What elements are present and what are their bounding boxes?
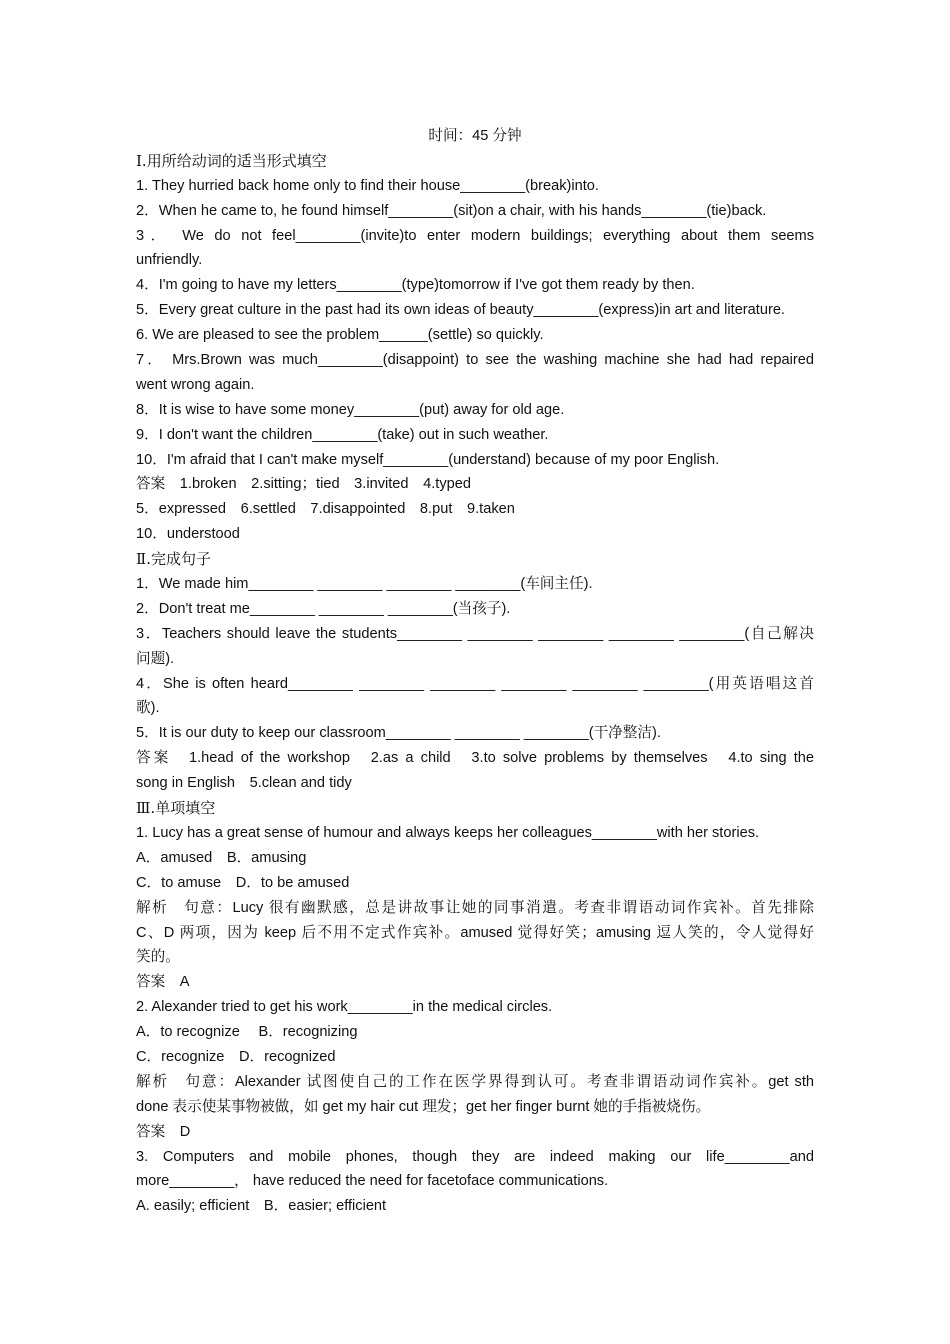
q2-4: 4．She is often heard________ ________ ________ ________ ________ ________(用英语唱这首 bbox=[136, 675, 814, 692]
q3-1-options-ab: A．amused B．amusing bbox=[136, 849, 307, 866]
q2-3-cont: 问题). bbox=[136, 650, 175, 667]
q1-8: 8．It is wise to have some money________(put) away for old age. bbox=[136, 401, 565, 418]
q3-1-analysis-end: 笑的。 bbox=[136, 949, 180, 966]
answer-2b: song in English 5.clean and tidy bbox=[136, 775, 352, 792]
q2-1: 1．We made him________ ________ ________ ________(车间主任). bbox=[136, 576, 593, 593]
q3-2-analysis: 解析 句意：Alexander 试图使自己的工作在医学界得到认可。考查非谓语动词作宾补。get sth bbox=[136, 1073, 814, 1090]
q2-3: 3．Teachers should leave the students________ ________ ________ ________ ________(自己解决 bbox=[136, 625, 814, 642]
q1-7: 7． Mrs.Brown was much________(disappoint) to see the washing machine she had had repaired bbox=[136, 352, 814, 369]
q3-1: 1. Lucy has a great sense of humour and always keeps her colleagues________with her stories. bbox=[136, 824, 760, 841]
q3-3-cont: more________， have reduced the need for facetoface communications. bbox=[136, 1173, 609, 1190]
answer-2a: 答案 1.head of the workshop 2.as a child 3.to solve problems by themselves 4.to sing the bbox=[136, 750, 814, 767]
q3-1-analysis-cont: C、D 两项，因为 keep 后不用不定式作宾补。amused 觉得好笑；amusing 逗人笑的，令人觉得好 bbox=[136, 924, 814, 941]
time-label: 时间：45 分钟 bbox=[428, 128, 522, 144]
section-2-heading: Ⅱ.完成句子 bbox=[136, 550, 211, 569]
answer-1c: 10．understood bbox=[136, 526, 240, 543]
q3-1-answer: 答案 A bbox=[136, 974, 190, 991]
q1-5: 5．Every great culture in the past had its own ideas of beauty________(express)in art and literature. bbox=[136, 302, 785, 319]
q3-3: 3. Computers and mobile phones, though they are indeed making our life________and bbox=[136, 1148, 814, 1165]
q3-2-analysis-cont: done 表示使某事物被做，如 get my hair cut 理发；get her finger burnt 她的手指被烧伤。 bbox=[136, 1098, 711, 1115]
q1-9: 9．I don't want the children________(take) out in such weather. bbox=[136, 426, 549, 443]
q3-2-options-cd: C．recognize D．recognized bbox=[136, 1048, 336, 1065]
q1-2: 2．When he came to, he found himself________(sit)on a chair, with his hands________(tie)back. bbox=[136, 202, 767, 219]
document-page bbox=[136, 124, 814, 1219]
answer-1a: 答案 1.broken 2.sitting；tied 3.invited 4.typed bbox=[136, 476, 472, 493]
q3-1-analysis: 解析 句意：Lucy 很有幽默感，总是讲故事让她的同事消遣。考查非谓语动词作宾补。首先排除 bbox=[136, 899, 814, 916]
section-1-heading: Ⅰ.用所给动词的适当形式填空 bbox=[136, 151, 327, 170]
q3-1-options-cd: C．to amuse D．to be amused bbox=[136, 874, 350, 891]
q1-7-cont: went wrong again. bbox=[136, 376, 255, 393]
q1-3: 3． We do not feel________(invite)to enter modern buildings; everything about them seems bbox=[136, 227, 814, 244]
q2-5: 5．It is our duty to keep our classroom________ ________ ________(干净整洁). bbox=[136, 725, 661, 742]
q1-10: 10．I'm afraid that I can't make myself________(understand) because of my poor English. bbox=[136, 451, 720, 468]
q1-1: 1. They hurried back home only to find their house________(break)into. bbox=[136, 177, 599, 194]
q3-2: 2. Alexander tried to get his work________in the medical circles. bbox=[136, 999, 553, 1016]
q2-4-cont: 歌). bbox=[136, 700, 160, 717]
section-3-heading: Ⅲ.单项填空 bbox=[136, 799, 216, 818]
q3-2-answer: 答案 D bbox=[136, 1123, 191, 1140]
q2-2: 2．Don't treat me________ ________ ________(当孩子). bbox=[136, 600, 511, 617]
q1-3-cont: unfriendly. bbox=[136, 252, 203, 269]
answer-1b: 5．expressed 6.settled 7.disappointed 8.put 9.taken bbox=[136, 501, 515, 518]
q3-2-options-ab: A．to recognize B．recognizing bbox=[136, 1024, 358, 1041]
q3-3-options-ab: A. easily; efficient B．easier; efficient bbox=[136, 1198, 387, 1215]
q1-4: 4．I'm going to have my letters________(type)tomorrow if I've got them ready by then. bbox=[136, 277, 695, 294]
q1-6: 6. We are pleased to see the problem______(settle) so quickly. bbox=[136, 327, 544, 344]
